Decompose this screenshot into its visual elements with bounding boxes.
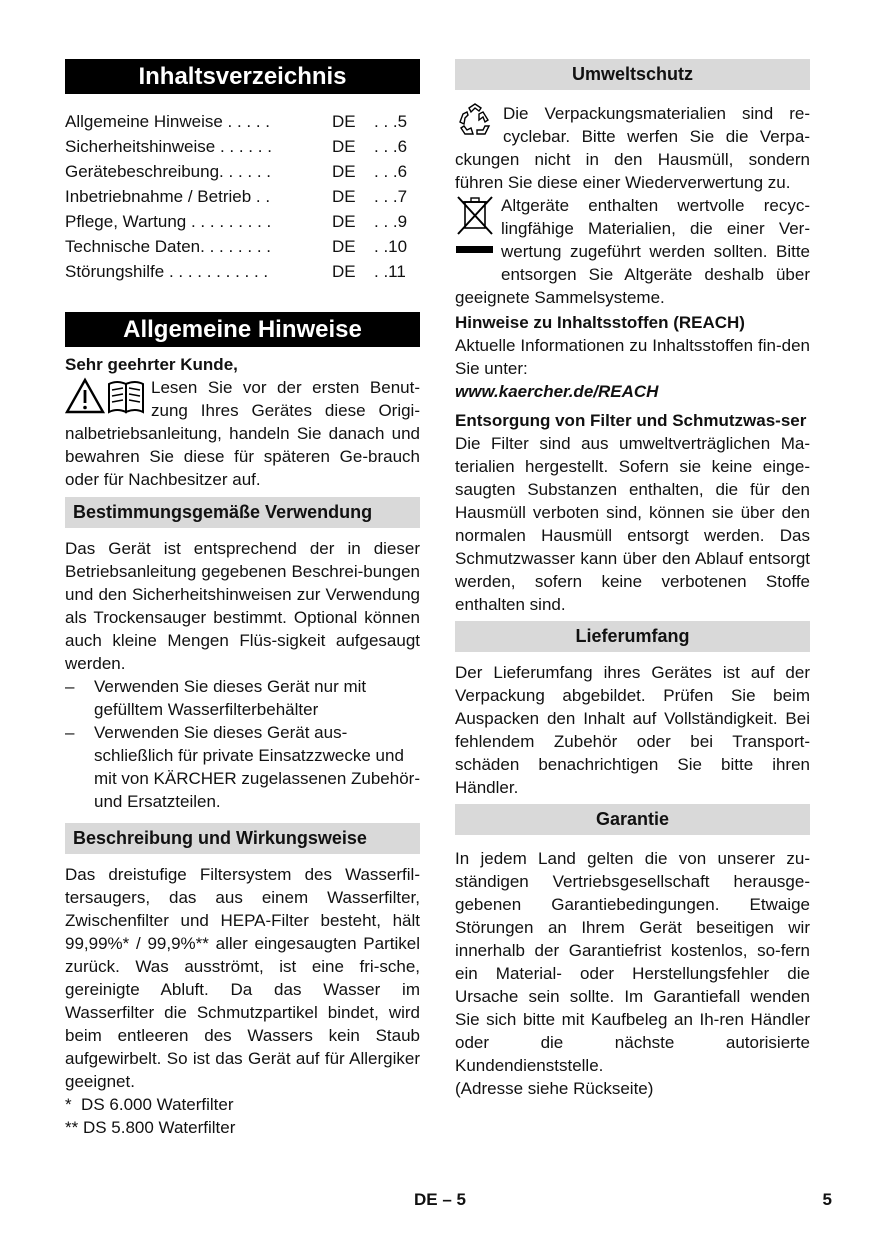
footer-page-number: 5 [822,1190,832,1209]
description-text: Das dreistufige Filtersystem des Wasserfil-tersaugers, das aus einem Wasserfilter, Zwischenfilter und HEPA-Filter besteht, hält 99,99%* / 99,9%** aller eingesaugten Partikel zurück. Was ausströmt, ist eine fri-sche, gereinigte Abluft. Da das Wasser im Wasserfilter die Schmutzpartikel bindet, wird beim entleeren des Wassers kein Staub aufgewirbelt. So ist das Gerät auf für Allergiker geeignet. [65,865,420,1091]
toc-item-lang: DE [332,187,356,206]
toc-item-lang: DE [332,212,356,231]
warranty-text: In jedem Land gelten die von unserer zu-ständigen Vertriebsgesellschaft herausge-gebenen Garantiebedingungen. Etwaige Störungen an Ihrem Gerät beseitigen wir innerhalb der Garantiefrist kostenlos, so-fern ein Material- oder Herstellungsfehler die Ursache sein sollte. Im Garantiefall wenden Sie sich bitte mit Kaufbeleg an Ih-ren Händler oder die nächste autorisierte Kundendienststelle. [455,849,810,1075]
toc-row [65,134,420,159]
intended-use-heading: Bestimmungsgemäße Verwendung [65,497,420,528]
crossed-bin-icon [455,194,501,264]
toc-item-page: . . .5 [374,112,408,131]
general-block [65,376,420,491]
toc-row [65,184,420,209]
list-item-text: Verwenden Sie dieses Gerät nur mit gefülltem Wasserfilterbehälter [94,677,367,719]
toc-item-page: . . .7 [374,187,408,206]
toc-item-title: Inbetriebnahme / Betrieb . . [65,187,271,206]
toc-row [65,109,420,134]
footer-page-label: DE – 5 [414,1190,466,1209]
description-heading: Beschreibung und Wirkungsweise [65,823,420,854]
toc-item-lang: DE [332,237,356,256]
greeting: Sehr geehrter Kunde, [65,355,238,374]
weee-text: Altgeräte enthalten wertvolle recyc-lingfähige Materialien, die einer Ver-wertung zugeführt werden sollten. Bitte entsorgen Sie Altgeräte deshalb über geeignete Sammelsysteme. [455,196,810,307]
general-heading: Allgemeine Hinweise [65,312,420,347]
toc-item-lang: DE [332,262,356,281]
manual-book-icon [109,382,143,412]
toc-item-lang: DE [332,162,356,181]
list-item [65,675,420,721]
toc-item-title: Störungshilfe . . . . . . . . . . . [65,262,269,281]
intended-use-text: Das Gerät ist entsprechend der in dieser Betriebsanleitung gegebenen Beschrei-bungen und den Sicherheitshinweisen zur Verwendung als Trockensauger bestimmt. Optional können auch kleine Mengen Flüs-sigkeit aufgesaugt werden. [65,539,420,673]
toc-item-title: Allgemeine Hinweise . . . . . [65,112,271,131]
recycling-icon [455,102,503,148]
reach-link[interactable]: www.kaercher.de/REACH [455,382,659,401]
warning-triangle-icon [65,376,149,416]
toc-heading: Inhaltsverzeichnis [65,59,420,94]
list-bullet: – [65,723,75,742]
left-column [65,59,420,1139]
toc-item-page: . . .9 [374,212,408,231]
toc-item-page: . .11 [374,262,406,281]
toc-item-title: Pflege, Wartung . . . . . . . . . [65,212,272,231]
toc-item-title: Sicherheitshinweise . . . . . . [65,137,272,156]
warranty-heading: Garantie [455,804,810,835]
list-item-text: Verwenden Sie dieses Gerät aus-schließlich für private Einsatzzwecke und mit von KÄRCHER zugelassenen Zubehör- und Ersatzteilen. [94,723,420,811]
toc-list [65,109,420,284]
toc-item-lang: DE [332,137,356,156]
footnote-2: ** DS 5.800 Waterfilter [65,1118,236,1137]
toc-item-page: . .10 [374,237,408,256]
scope-heading: Lieferumfang [455,621,810,652]
disposal-heading: Entsorgung von Filter und Schmutzwas-ser [455,411,807,430]
toc-item-title: Technische Daten. . . . . . . . [65,237,271,256]
list-item [65,721,420,813]
general-text: Lesen Sie vor der ersten Benut-zung Ihres Gerätes diese Origi-nalbetriebsanleitung, handeln Sie danach und bewahren Sie diese für späteren Ge-brauch oder für Nachbesitzer auf. [65,378,420,489]
toc-row [65,259,420,284]
toc-row [65,209,420,234]
scope-text: Der Lieferumfang ihres Gerätes ist auf der Verpackung abgebildet. Prüfen Sie beim Auspacken den Inhalt auf Vollständigkeit. Bei fehlendem Zubehör oder bei Transport-schäden benachrichtigen Sie bitte ihren Händler. [455,663,810,797]
warranty-address: (Adresse siehe Rückseite) [455,1079,654,1098]
weee-block [455,194,810,309]
reach-text: Aktuelle Informationen zu Inhaltsstoffen fin-den Sie unter: [455,336,810,378]
right-column [455,59,810,1100]
environment-heading: Umweltschutz [455,59,810,90]
footnote-1: * DS 6.000 Waterfilter [65,1095,234,1114]
toc-item-title: Gerätebeschreibung. . . . . . [65,162,272,181]
toc-item-page: . . .6 [374,162,408,181]
recycle-text: Die Verpackungsmaterialien sind re-cyclebar. Bitte werfen Sie die Verpa-ckungen nicht in den Hausmüll, sondern führen Sie diese einer Wiederverwertung zu. [455,104,810,192]
toc-row [65,159,420,184]
toc-item-lang: DE [332,112,356,131]
warning-manual-icons [65,376,151,422]
disposal-text: Die Filter sind aus umweltverträglichen Ma-terialien hergestellt. Sofern sie keine einge-saugten Substanzen enthalten, die für den Hausmüll verboten sind, können sie über den normalen Hausmüll entsorgt werden. Das Schmutzwasser kann über den Ablauf entsorgt werden, sofern keine verbotenen Stoffe enthalten sind. [455,434,810,614]
recycle-block [455,102,810,194]
list-bullet: – [65,677,75,696]
reach-heading: Hinweise zu Inhaltsstoffen (REACH) [455,313,745,332]
toc-item-page: . . .6 [374,137,408,156]
toc-row [65,234,420,259]
